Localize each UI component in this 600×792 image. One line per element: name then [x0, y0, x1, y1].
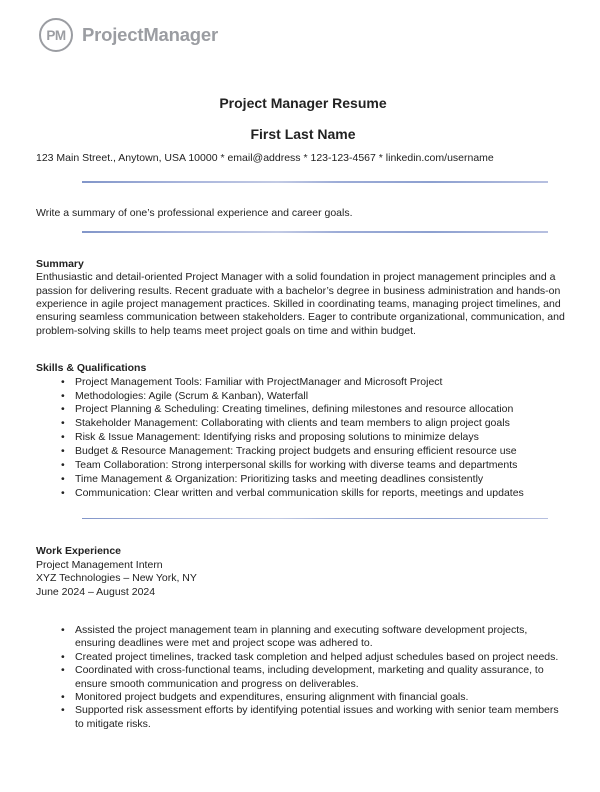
skill-item: • Methodologies: Agile (Scrum & Kanban), Waterfall: [60, 390, 570, 404]
work-bullet-item: • Monitored project budgets and expenditures, ensuring alignment with financial goals.: [60, 691, 570, 704]
document-title: Project Manager Resume: [219, 95, 387, 111]
skill-item: • Project Planning & Scheduling: Creating timelines, defining milestones and resource allocation: [60, 403, 570, 417]
summary-paragraph: Enthusiastic and detail-oriented Project Manager with a solid foundation in project management principles and a passion for delivering results. Recent graduate with a bachelor’s degree in business administration and hands-on experience in agile project management practices. Skilled in coordinating teams, managing project timelines, and ensuring seamless communication between stakeholders. Eager to contribute organizational, communication, and problem-solving skills to help teams meet project goals on time and within budget.: [36, 271, 565, 337]
skill-item: • Stakeholder Management: Collaborating with clients and team members to align project goals: [60, 417, 570, 431]
work-experience-list: [36, 624, 570, 731]
skill-item: • Risk & Issue Management: Identifying risks and proposing solutions to minimize delays: [60, 431, 570, 445]
skill-item: • Team Collaboration: Strong interpersonal skills for working with diverse teams and departments: [60, 459, 570, 473]
skills-list: [36, 376, 570, 501]
work-bullet-item: • Supported risk assessment efforts by identifying potential issues and working with senior team members to mitigate risks.: [60, 704, 570, 731]
skill-item: • Time Management & Organization: Prioritizing tasks and meeting deadlines consistently: [60, 473, 570, 487]
work-bullet-item: • Coordinated with cross-functional teams, including development, marketing and quality assurance, to ensure smooth communication and progress on deliverables.: [60, 664, 570, 691]
logo-monogram: PM: [46, 27, 66, 43]
summary-prompt: Write a summary of one’s professional experience and career goals.: [36, 206, 353, 219]
divider-line: [82, 518, 548, 520]
brand-name: ProjectManager: [82, 24, 218, 45]
employment-dates: June 2024 – August 2024: [36, 585, 156, 598]
company-location: XYZ Technologies – New York, NY: [36, 572, 197, 585]
skill-item: • Project Management Tools: Familiar with ProjectManager and Microsoft Project: [60, 376, 570, 390]
summary-heading: Summary: [36, 257, 84, 270]
skill-item: • Communication: Clear written and verbal communication skills for reports, meetings and updates: [60, 487, 570, 501]
work-bullet-item: • Assisted the project management team in planning and executing software development projects, ensuring deadlines were met and project scope was adhered to.: [60, 624, 570, 651]
brand-logo: [39, 0, 600, 52]
divider-line: [82, 181, 548, 183]
job-title: Project Management Intern: [36, 558, 163, 571]
work-bullet-item: • Created project timelines, tracked task completion and helped adjust schedules based on project needs.: [60, 651, 570, 664]
divider-line: [82, 231, 548, 233]
work-experience-heading: Work Experience: [36, 545, 122, 558]
skill-item: • Budget & Resource Management: Tracking project budgets and ensuring efficient resource use: [60, 445, 570, 459]
pm-circle-logo-icon: [39, 18, 73, 52]
contact-line: 123 Main Street., Anytown, USA 10000 * email@address * 123-123-4567 * linkedin.com/username: [36, 152, 494, 164]
skills-heading: Skills & Qualifications: [36, 362, 147, 375]
candidate-name: First Last Name: [250, 126, 356, 142]
document-body: [0, 96, 600, 731]
